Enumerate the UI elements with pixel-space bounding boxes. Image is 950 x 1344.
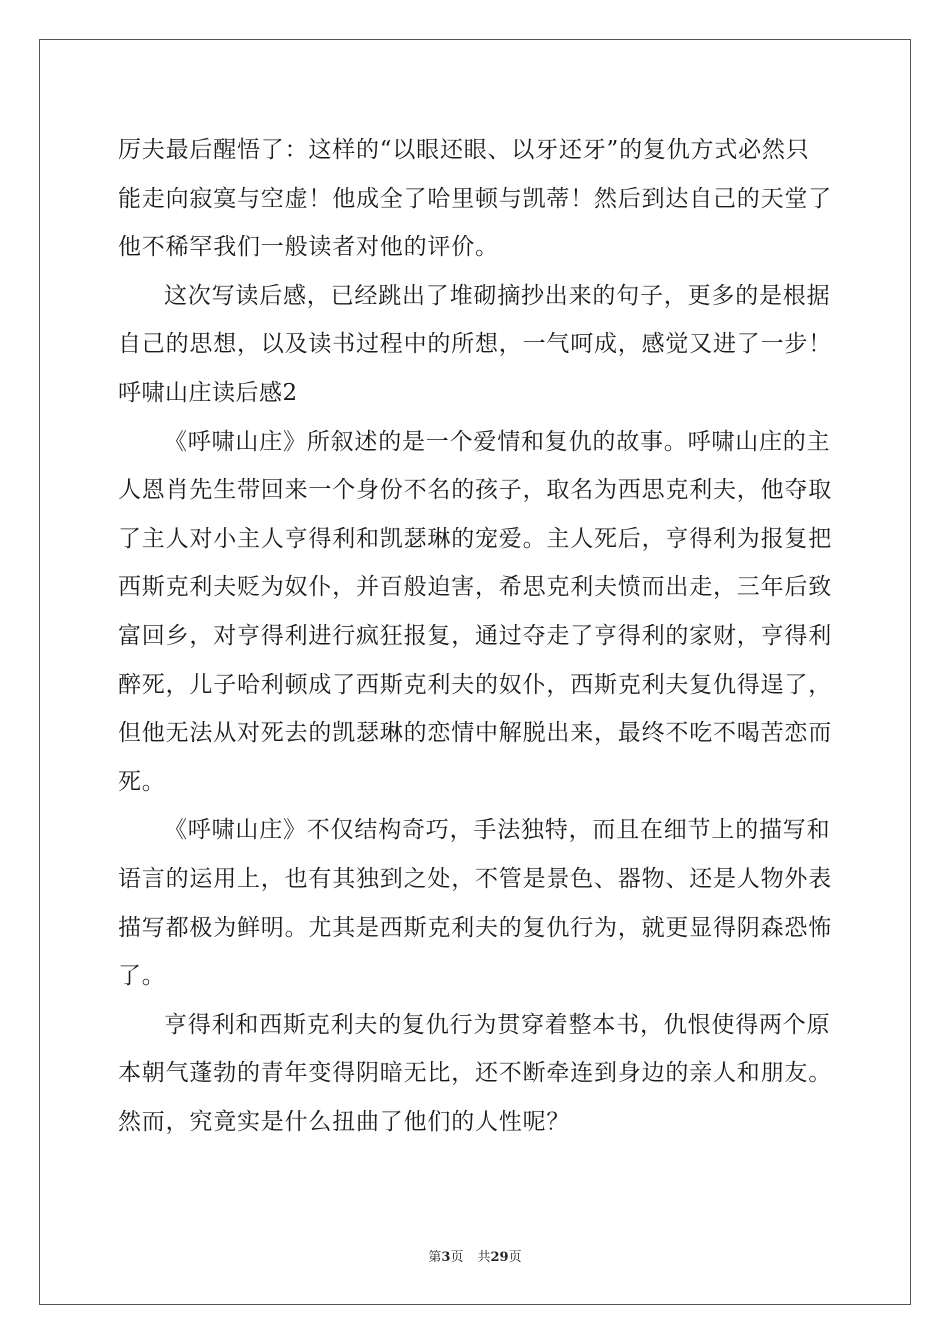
total-page-count: 29: [490, 1250, 509, 1265]
section-heading: 呼啸山庄读后感2: [118, 379, 298, 406]
text-line: 描写都极为鲜明。尤其是西斯克利夫的复仇行为，就更显得阴森恐怖: [118, 914, 832, 941]
text-line: 富回乡，对亨得利进行疯狂报复，通过夺走了亨得利的家财，亨得利: [118, 622, 832, 649]
text-line: 《呼啸山庄》所叙述的是一个爱情和复仇的故事。呼啸山庄的主: [164, 428, 831, 455]
text-line: 了主人对小主人亨得利和凯瑟琳的宠爱。主人死后，亨得利为报复把: [118, 525, 832, 552]
page-suffix: 页: [450, 1250, 464, 1265]
text-line: 亨得利和西斯克利夫的复仇行为贯穿着整本书，仇恨使得两个原: [164, 1011, 831, 1038]
text-line: 然而，究竟实是什么扭曲了他们的人性呢？: [118, 1108, 571, 1135]
text-line: 人恩肖先生带回来一个身份不名的孩子，取名为西思克利夫，他夺取: [118, 477, 832, 504]
text-line: 本朝气蓬勃的青年变得阴暗无比，还不断牵连到身边的亲人和朋友。: [118, 1060, 832, 1087]
text-line: 醉死，儿子哈利顿成了西斯克利夫的奴仆，西斯克利夫复仇得逞了，: [118, 671, 832, 698]
current-page-number: 3: [441, 1250, 451, 1265]
text-line: 能走向寂寞与空虚！他成全了哈里顿与凯蒂！然后到达自己的天堂了: [118, 185, 832, 212]
text-line: 死。: [118, 768, 166, 795]
total-suffix: 页: [508, 1250, 522, 1265]
text-line: 但他无法从对死去的凯瑟琳的恋情中解脱出来，最终不吃不喝苦恋而: [118, 720, 832, 747]
text-line: 西斯克利夫贬为奴仆，并百般迫害，希思克利夫愤而出走，三年后致: [118, 574, 832, 601]
text-line: 这次写读后感，已经跳出了堆砌摘抄出来的句子，更多的是根据: [164, 282, 831, 309]
text-line: 自己的思想，以及读书过程中的所想，一气呵成，感觉又进了一步！: [118, 331, 832, 358]
text-line: 了。: [118, 963, 166, 990]
total-prefix: 共: [477, 1250, 491, 1265]
text-line: 《呼啸山庄》不仅结构奇巧，手法独特，而且在细节上的描写和: [164, 817, 831, 844]
text-line: 他不稀罕我们一般读者对他的评价。: [118, 234, 499, 261]
page-prefix: 第: [428, 1250, 442, 1265]
page-footer: [0, 1246, 950, 1265]
document-body: [118, 126, 838, 1146]
text-line: 厉夫最后醒悟了：这样的“以眼还眼、以牙还牙”的复仇方式必然只: [118, 137, 810, 163]
text-line: 语言的运用上，也有其独到之处，不管是景色、器物、还是人物外表: [118, 865, 832, 892]
